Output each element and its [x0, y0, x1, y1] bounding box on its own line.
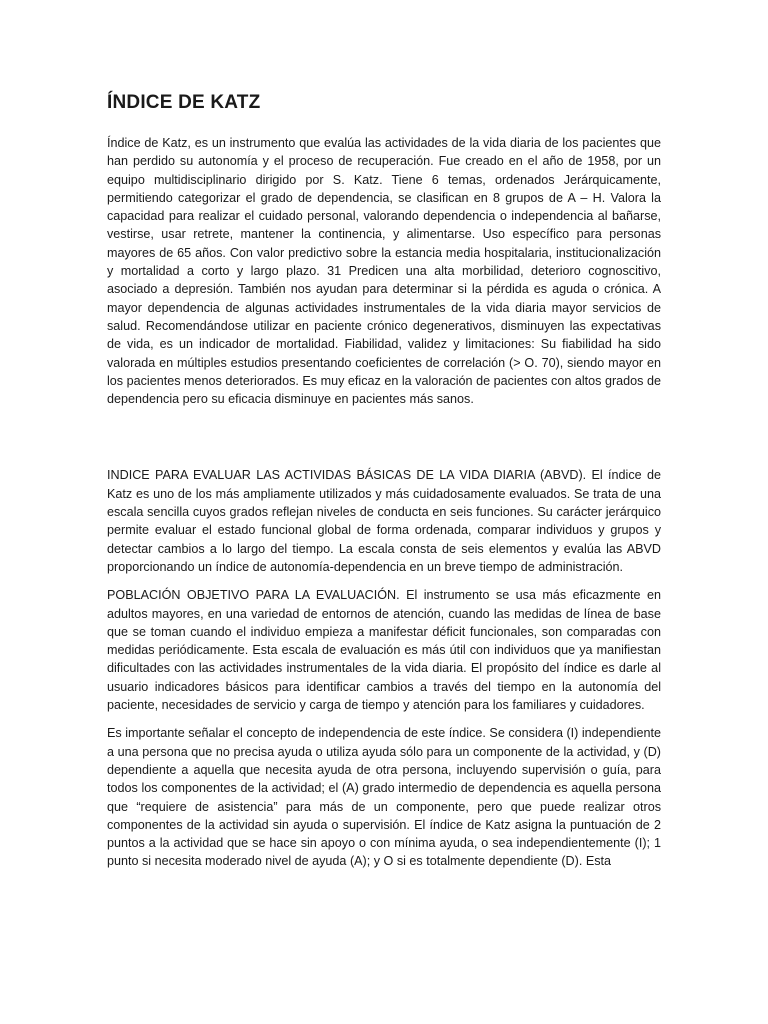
paragraph-target-population: POBLACIÓN OBJETIVO PARA LA EVALUACIÓN. El instrumento se usa más eficazmente en adultos mayores, en una variedad de entornos de atención, cuando las medidas de línea de base que se toman cuando el individuo empieza a manifestar déficit funcionales, son comparadas con medidas periódicamente. Esta escala de evaluación es más útil con individuos que ya manifiestan dificultades con las actividades instrumentales de la vida diaria. El propósito del índice es darle al usuario indicadores básicos para identificar cambios a través del tiempo en la autonomía del paciente, necesidades de servicio y carga de tiempo y atención para los familiares y cuidadores. — [107, 588, 661, 713]
paragraph-independence-concept: Es importante señalar el concepto de independencia de este índice. Se considera (I) independiente a una persona que no precisa ayuda o utiliza ayuda sólo para un componente de la actividad, y (D) dependiente a aquella que necesita ayuda de otra persona, incluyendo supervisión o guía, para todos los componentes de la actividad; el (A) grado intermedio de dependencia es aquella persona que “requiere de asistencia” para más de un componente, pero que puede realizar otros componentes de la actividad sin ayuda o supervisión. El índice de Katz asigna la puntuación de 2 puntos a la actividad que se hace sin apoyo o con mínima ayuda, o sea independientemente (I); 1 punto si necesita moderado nivel de ayuda (A); y O si es totalmente dependiente (D). Esta — [107, 726, 661, 869]
document-title: ÍNDICE DE KATZ — [107, 92, 261, 113]
document-page — [107, 92, 661, 871]
paragraph-abvd-index: INDICE PARA EVALUAR LAS ACTIVIDAS BÁSICAS DE LA VIDA DIARIA (ABVD). El índice de Katz es uno de los más ampliamente utilizados y más cuidadosamente evaluados. Se trata de una escala sencilla cuyos grados reflejan niveles de conducta en seis funciones. Su carácter jerárquico permite evaluar el estado funcional global de forma ordenada, comparar individuos y grupos y detectar cambios a lo largo del tiempo. La escala consta de seis elementos y evalúa las ABVD proporcionando un índice de autonomía-dependencia en un breve tiempo de administración. — [107, 468, 661, 574]
paragraph-katz-intro: Índice de Katz, es un instrumento que evalúa las actividades de la vida diaria de los pacientes que han perdido su autonomía y el proceso de recuperación. Fue creado en el año de 1958, por un equipo multidisciplinario dirigido por S. Katz. Tiene 6 temas, ordenados Jerárquicamente, permitiendo categorizar el grado de dependencia, se clasifican en 8 grupos de A – H. Valora la capacidad para realizar el cuidado personal, valorando dependencia o independencia al bañarse, vestirse, usar retrete, mantener la continencia, y alimentarse. Uso específico para personas mayores de 65 años. Con valor predictivo sobre la estancia media hospitalaria, institucionalización y mortalidad a corto y largo plazo. 31 Predicen una alta morbilidad, deterioro cognoscitivo, asociado a depresión. También nos ayudan para determinar si la pérdida es aguda o crónica. A mayor dependencia de algunas actividades instrumentales de la vida diaria mayor servicios de salud. Recomendándose utilizar en paciente crónico degenerativos, disminuyen las expectativas de vida, es un indicador de mortalidad. Fiabilidad, validez y limitaciones: Su fiabilidad ha sido valorada en múltiples estudios presentando coeficientes de correlación (> O. 70), siendo mayor en los pacientes menos deteriorados. Es muy eficaz en la valoración de pacientes con altos grados de dependencia pero su eficacia disminuye en pacientes más sanos. — [107, 136, 661, 407]
